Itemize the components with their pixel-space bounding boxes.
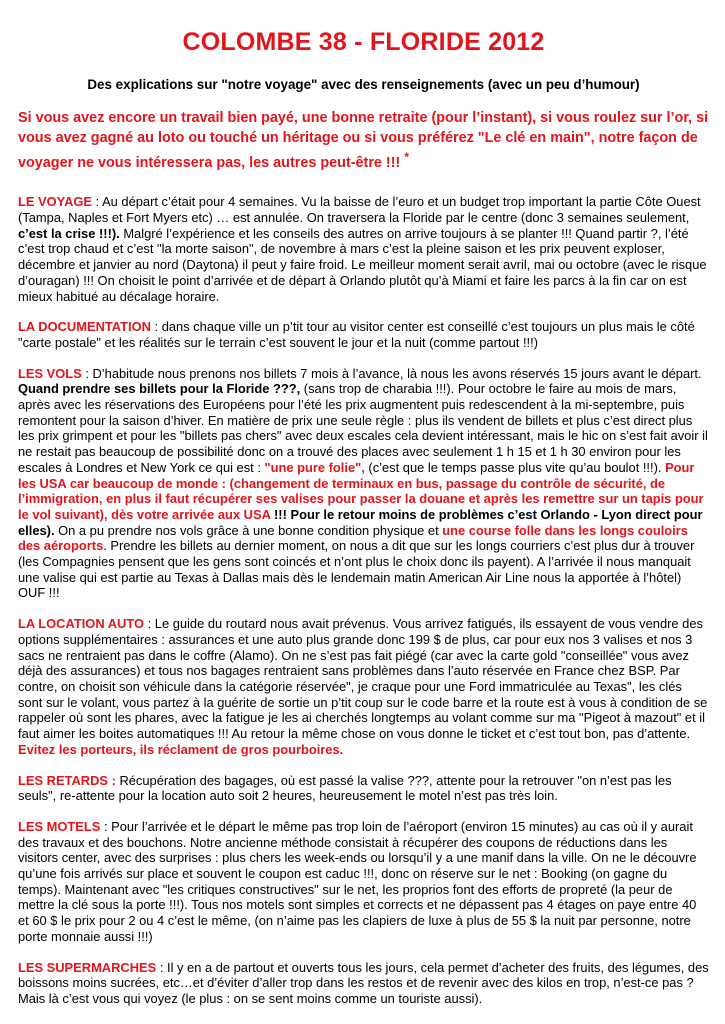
intro-asterisk: * bbox=[404, 150, 409, 164]
section-label: LE VOYAGE bbox=[18, 194, 93, 210]
section-text: : Pour l’arrivée et le départ le même pas trop loin de l’aéroport (environ 15 minutes) au cas où il y aurait des travaux et des bouchons. Notre ancienne méthode consistait à récupérer des coupons de réductions dans les visitors center, avec des surprises : plus chers les week-ends ou lorsqu’il y a une manif dans la ville. On ne le découvre qu’une fois arrivés sur place et souvent le coupon est caduc !!!, donc on réserve sur le net : Booking (on gagne du temps). Maintenant avec "les critiques constructives" sur le net, les proprios font des efforts de propreté (la peur de mettre la clé sous la porte !!!). Tous nos motels sont simples et corrects et ne dépassent pas 4 étages on paye entre 40 et 60 $ le prix pour 2 ou 4 c’est le même, (on n’aime pas les clapiers de luxe à plus de 55 $ la nuit par personne, notre porte monnaie aussi !!!) bbox=[18, 818, 697, 944]
section-text: : Au départ c’était pour 4 semaines. Vu la baisse de l’euro et un budget trop important la partie Côte Ouest (Tampa, Naples et Fort Myers etc) … est annulée. On traversera la Floride par le centre (donc 3 semaines seulement, bbox=[18, 194, 701, 225]
section-label: LES VOLS bbox=[18, 365, 82, 381]
section-text: : Il y en a de partout et ouverts tous les jours, cela permet d’acheter des fruits, des légumes, des boissons moins sucrées, etc…et d’éviter d’aller trop dans les restos et de revenir avec des kilos en trop, n’est-ce pas ? Mais là c’est vous qui voyez (le plus : on se sent moins comme un touriste aussi). bbox=[18, 959, 709, 1006]
section-highlight-text: "une pure folie", bbox=[264, 459, 365, 475]
section-text: (sans trop de charabia !!!). Pour octobre le faire au mois de mars, après avec les réservations des Européens pour l’été les prix augmentent puis redescendent à la mi-septembre, puis remontent pour la saison d’hiver. En matière de prix une seule règle : plus ils vendent de billets et plus c’est direct plus les prix grimpent et pour les "billets pas chers" avec deux escales cela devient intéressant, mais le hic on s’est fait avoir il ne restait pas beaucoup de possibilité donc on a trouvé des places avec seulement 1 h 15 et 1 h 30 environ pour les escales à Londres et New York ce qui est : bbox=[18, 381, 708, 475]
section-text: (c’est que le temps passe plus vite qu’au boulot !!!). bbox=[364, 459, 666, 475]
page-subtitle: Des explications sur "notre voyage" avec des renseignements (avec un peu d’humour) bbox=[87, 77, 640, 92]
section-motels bbox=[18, 819, 709, 945]
section-highlight-text: Pour les USA car beaucoup de monde : (changement de terminaux en bus, passage du contrôle de sécurité, de l’immigration, en plus il faut récupérer ses valises pour passer la douane et après les remettre sur un tapis pour le vol suivant), dès votre arrivée aux USA bbox=[18, 459, 704, 522]
section-location-auto bbox=[18, 616, 709, 757]
section-text: Malgré l’expérience et les conseils des autres on arrive toujours à se planter !!! Quand partir ?, l’été c’est trop chaud et c’est "la morte saison", de novembre à mars c’est la pleine saison et les prix peuvent exploser, décembre et janvier au nord (Daytona) il peut y faire froid. Le meilleur moment serait avril, mai ou octobre (avec le risque d’ouragan) !!! On choisit le point d’arrivée et de départ à Orlando plutôt qu’à Miami et faire les parcs à la fin car on est mieux habitué au décalage horaire. bbox=[18, 225, 707, 304]
section-label: LES MOTELS bbox=[18, 818, 101, 834]
page-title: COLOMBE 38 - FLORIDE 2012 bbox=[182, 28, 545, 56]
intro-text: Si vous avez encore un travail bien payé, une bonne retraite (pour l’instant), si vous roulez sur l’or, si vous avez gagné au loto ou touché un héritage ou si vous préférez "Le clé en main", notre façon de voyager ne vous intéressera pas, les autres peut-être !!! bbox=[18, 110, 709, 171]
section-text: On a pu prendre nos vols grâce à une bonne condition physique et bbox=[54, 522, 443, 538]
section-label: LA DOCUMENTATION bbox=[18, 319, 151, 335]
section-label: LES RETARDS : bbox=[18, 772, 116, 788]
section-documentation bbox=[18, 319, 709, 350]
section-highlight-text: une course folle dans les longs couloirs des aéroports bbox=[18, 522, 688, 554]
section-text: : Le guide du routard nous avait prévenus. Vous arrivez fatigués, ils essayent de vous vendre des options supplémentaires : assurances et une auto plus grande donc 199 $ de plus, car pour eux nos 3 valises et nos 3 sacs ne rentraient pas dans le coffre (Alamo). On ne s’est pas fait piégé (car avec la carte gold "conseillée" vous avez déjà des assurances) et tous nos bagages rentraient sans problèmes dans l’auto réservée en France chez BSP. Par contre, on choisit son véhicule dans la catégorie réservée", je craque pour une Ford immatriculée au Texas", les clés sont sur le volant, vous partez à la guérite de sortie un p’tit coup sur le code barre et la route est à vous à condition de se rappeler où sont les phares, avec la fatigue je les ai cherchés longtemps au volant comme sur ma "Pigeot à mazout" et il faut aimer les boites automatiques !!! Au retour la même chose on vous donne le ticket et c’est tout bon, pas d’attente. bbox=[18, 616, 708, 742]
section-bold-text: !!! Pour le retour moins de problèmes c’est Orlando - Lyon direct pour elles). bbox=[18, 506, 703, 538]
section-bold-text: c’est la crise !!!). bbox=[18, 225, 120, 241]
section-vols bbox=[18, 366, 709, 602]
section-supermarches bbox=[18, 960, 709, 1007]
section-bold-text: Quand prendre ses billets pour la Floride ???, bbox=[18, 381, 301, 397]
section-text: : D’habitude nous prenons nos billets 7 mois à l’avance, là nous les avons réservés 15 jours avant le départ. bbox=[81, 365, 702, 381]
section-text: Récupération des bagages, où est passé la valise ???, attente pour la retrouver "on n’est pas les seuls", re-attente pour la location auto soit 2 heures, heureusement le motel n’est pas très loin. bbox=[18, 772, 672, 804]
section-text: : dans chaque ville un p’tit tour au visitor center est conseillé c’est toujours un plus mais le côté "carte postale" et les réalités sur le terrain c’est souvent le jour et la nuit (comme partout !!!) bbox=[18, 319, 695, 350]
section-retards bbox=[18, 773, 709, 804]
section-label: LES SUPERMARCHES bbox=[18, 959, 157, 975]
section-highlight-text: Evitez les porteurs, ils réclament de gros pourboires. bbox=[18, 741, 344, 757]
intro-paragraph bbox=[18, 109, 709, 173]
section-text: . Prendre les billets au dernier moment, on nous a dit que sur les longs courriers c’est plus dur à trouver (les Compagnies pensent que les gens sont coincés et n’ont plus le choix donc ils payent). A l’arrivée il nous manquait une valise qui est partie au Texas à Dallas mais dès le lendemain matin American Air Line nous la apportée à l’hôtel) OUF !!! bbox=[18, 538, 695, 601]
section-label: LA LOCATION AUTO bbox=[18, 616, 145, 632]
section-voyage bbox=[18, 194, 709, 304]
